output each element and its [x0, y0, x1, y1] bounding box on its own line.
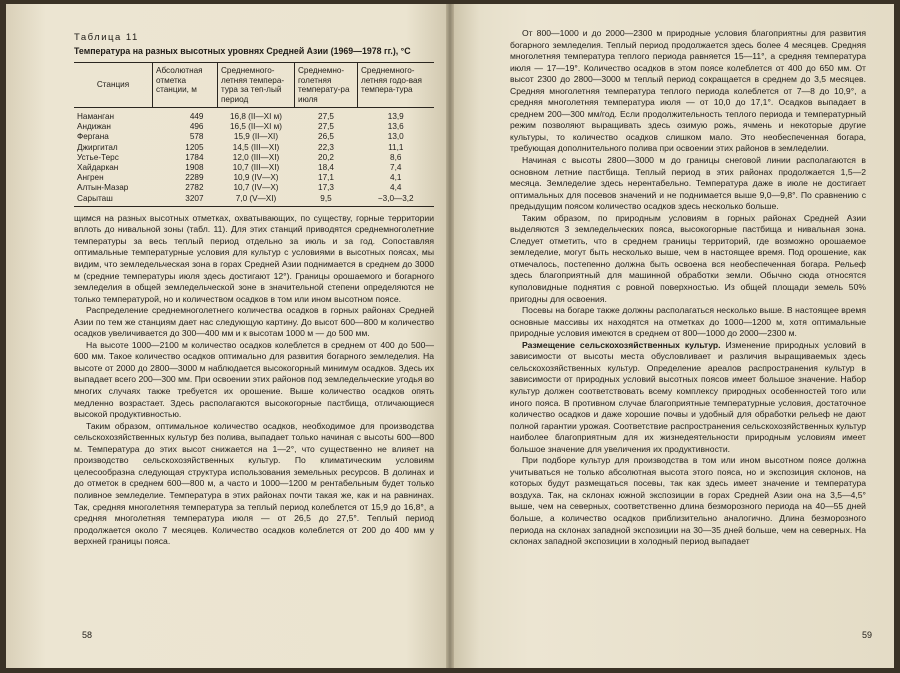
cell-july: 9,5: [295, 194, 358, 207]
temperature-table: [74, 62, 434, 207]
cell-warm-period: 12,0 (III—XI): [232, 152, 280, 162]
book-gutter: [446, 4, 454, 668]
table-row: [74, 108, 434, 123]
cell-warm-period: 16,8 (II—XI м): [229, 112, 283, 121]
section-body: Изменение природных условий в зависимости от высоты места обусловливает и различия выращиваемых здесь сельскохозяйственных культур. Определение ареалов распространения культур в зависимости от природных условий высотных поясов имеет большое значение. Набор культур должен соответствовать всему комплексу природных особенностей того или иного пояса. В противном случае благоприятные температурные условия, достаточное количество осадков и даже хорошие почвы и удобный для обработки рельеф не дают полной гарантии урожая. Соответствие распространения сельскохозяйственных культур наиболее благоприятным для их жизнедеятельности природным условиям имеет большое значение для увеличения их продуктивности.: [510, 339, 866, 454]
cell-july: 22,3: [318, 142, 334, 152]
cell-july: 26,5: [318, 132, 334, 142]
cell-warm-period: 16,5 (II—XI м): [229, 122, 283, 132]
header-annual: Среднемного-летняя годо-вая темпера-тура: [358, 63, 435, 108]
cell-annual: 4,1: [390, 173, 402, 183]
table-row: [74, 183, 434, 193]
cell-altitude: 578: [189, 132, 204, 142]
cell-warm-period: 10,9 (IV—X): [233, 173, 279, 183]
table-row: [74, 122, 434, 132]
cell-altitude: 1908: [185, 163, 204, 173]
cell-warm-period: 15,9 (II—XI): [233, 132, 279, 142]
left-page: [6, 4, 450, 668]
cell-station: Андижан: [77, 122, 111, 132]
cell-july: 20,2: [318, 152, 334, 162]
cell-annual: 4,4: [390, 183, 402, 193]
header-warm-period: Среднемного-летняя темпера-тура за теп-лый период: [218, 63, 295, 108]
paragraph: Посевы на богаре также должны располагаться несколько выше. В настоящее время основные массивы их находятся на отметках до 1000—1200 м, хотя оптимальные природные условия имеются в среднем от 800—1000 до 2000—2300 м.: [510, 305, 866, 339]
cell-july: 27,5: [318, 122, 334, 132]
cell-annual: 11,1: [388, 142, 404, 152]
page-number-left: 58: [82, 630, 93, 640]
cell-altitude: 2289: [185, 173, 204, 183]
cell-station: Джиргитал: [77, 142, 118, 152]
cell-july: 18,4: [318, 163, 334, 173]
header-station: Станция: [74, 63, 153, 108]
cell-warm-period: 7,0 (V—XI): [218, 194, 295, 207]
cell-annual: 13,6: [387, 122, 404, 132]
paragraph: Таким образом, по природным условиям в горных районах Средней Азии выделяются 3 земледельческих пояса, высокогорные пастбища и нивальная зона. Следует отметить, что в среднем границы территорий, где возможно орошаемое земледелие, могут быть несколько выше, чем в настоящее время. Под орошение, как отмечалось, постепенно должна быть освоена вся необеспеченная богара. Рельеф здесь благоприятный для машинной обработки земли. Обычно сюда относятся куполовидные поднятия с ровной поверхностью. Из общей площади земель 50% пригодны для освоения.: [510, 212, 866, 304]
cell-annual: 7,4: [390, 163, 402, 173]
cell-station: Ангрен: [77, 173, 104, 183]
cell-station: Фергана: [77, 132, 109, 142]
table-row: [74, 143, 434, 153]
book-spread: [6, 4, 894, 668]
table-row: [74, 153, 434, 163]
header-july: Среднемно-голетняя температу-ра июля: [295, 63, 358, 108]
cell-july: 17,3: [318, 183, 334, 193]
paragraph: щимся на разных высотных отметках, охватывающих, по существу, горные территории вплоть до нивальной зоны (табл. 11). Для этих станций приводятся среднемноголетние температуры за весь теплый период отдельно за июль и за год. Сопоставляя оптимальные температурные условия для культур с условиями в высотных поясах, мы видим, что земледельческая зона в горах Средней Азии поднимается в среднем до 3000 м (средние температуры июля здесь достигают 12°). Границы орошаемого и богарного земледелия в общей земледельческой зоне в значительной степени определяются не только температурой, но и количеством осадков в том или ином высотном поясе.: [74, 212, 434, 304]
paragraph: От 800—1000 и до 2000—2300 м природные условия благоприятны для развития богарного земледелия. Теплый период продолжается здесь более 4 месяцев. Средняя многолетняя температура теплого периода равняется 15—11°, а средняя температура июля — 17—19°. Количество осадков в этом поясе колеблется от 400 до 650 мм. От высот 2300 до 2800—3000 м теплый период сокращается в среднем до 3,5 месяцев. Средняя многолетняя температура теплого периода колеблется от 7—8 до 10,9°, а средняя многолетняя температура июля — от 10,0 до 17,1°. Осадков выпадает в среднем 200—300 мм/год. Если продолжительность теплого периода и температурный режим позволяют выращивать здесь озимую рожь, ячмень и некоторые другие культуры, то количество осадков слишком мало. Это необеспеченная богара, требующая дополнительного полива при освоении этих районов в земледелии.: [510, 28, 866, 154]
table-title: Температура на разных высотных уровнях Средней Азии (1969—1978 гг.), °С: [74, 46, 411, 56]
cell-station: Сарыташ: [74, 194, 153, 207]
cell-station: Наманган: [77, 112, 115, 121]
right-body-text: [510, 28, 866, 548]
cell-altitude: 2782: [185, 183, 204, 193]
cell-station: Алтын-Мазар: [77, 183, 129, 193]
table-row: [74, 173, 434, 183]
left-body-text: [74, 213, 434, 548]
table-number: Таблица 11: [74, 32, 139, 43]
table-row: [74, 132, 434, 142]
cell-july: 27,5: [318, 112, 334, 121]
cell-warm-period: 14,5 (III—XI): [232, 142, 280, 152]
paragraph: На высоте 1000—2100 м количество осадков колеблется в среднем от 400 до 500—600 мм. Такое количество осадков оптимально для развития богарного земледелия. На высоте от 2000 до 2800—3000 м наблюдается высокогорный минимум осадков. Здесь их выпадает всего 200—300 мм. При освоении этих районов под земледельческие угодья во многих случаях также требуется их орошение. Выше количество осадков опять медленно возрастает. Здесь располагаются высокогорные пастбища, отличающиеся высокой продуктивностью.: [74, 339, 435, 420]
cell-station: Устье-Терс: [77, 152, 119, 162]
table-header-row: [74, 63, 434, 108]
cell-station: Хайдаркан: [77, 163, 119, 173]
cell-altitude: 3207: [153, 194, 218, 207]
cell-altitude: 496: [189, 122, 204, 132]
paragraph: [510, 340, 866, 455]
section-heading: Размещение сельскохозяйственных культур.: [522, 339, 721, 350]
cell-annual: 13,9: [387, 112, 404, 121]
table-row: [74, 194, 434, 207]
cell-annual: −3,0—3,2: [358, 194, 435, 207]
paragraph: Начиная с высоты 2800—3000 м до границы снеговой линии располагаются в основном летние пастбища. Теплый период в этих районах продолжается 1,5—2 месяца. Земледелие здесь нерентабельно. Температура даже в июле не достигает оптимальных для посевов значений и не поднимается выше 9,0—9,8°. По сравнению с предыдущим поясом количество осадков здесь несколько больше.: [510, 155, 866, 212]
header-altitude: Абсолютная отметка станции, м: [153, 63, 218, 108]
right-page: [450, 4, 894, 668]
table-body: [74, 108, 434, 207]
cell-altitude: 449: [189, 112, 204, 121]
cell-warm-period: 10,7 (III—XI): [232, 163, 280, 173]
cell-altitude: 1784: [185, 152, 204, 162]
cell-annual: 13,0: [387, 132, 404, 142]
cell-warm-period: 10,7 (IV—X): [233, 183, 279, 193]
cell-july: 17,1: [318, 173, 334, 183]
cell-annual: 8,6: [390, 152, 402, 162]
paragraph: Таким образом, оптимальное количество осадков, необходимое для производства сельскохозяйственных культур без полива, выпадает только начиная с высоты 600—800 м. Температура до этих высот снижается на 1—2°, что существенно не влияет на производство сельскохозяйственных культур. По климатическим условиям целесообразна следующая структура использования земельных ресурсов. В долинах и до отметок в среднем 600—800 м, а часто и 1000—1200 м рентабельным будет только поливное земледелие. Температура в этих районах почти такая же, как и на равнинах. Так, средняя многолетняя температура за теплый период колеблется от 15,9 до 16,8°, а средняя многолетняя температура июля — от 26,5 до 27,5°. Теплый период продолжается около 7 месяцев. Количество осадков колеблется от 200 до 400 мм у верхней границы пояса.: [74, 420, 434, 547]
paragraph: Распределение среднемноголетнего количества осадков в горных районах Средней Азии по тем же станциям дает нас следующую картину. До высот 600—800 м количество осадков увеличивается до 300—400 мм и к высотам 1000 м — до 500 мм.: [74, 305, 434, 339]
table-row: [74, 163, 434, 173]
cell-altitude: 1205: [185, 142, 204, 152]
paragraph: При подборе культур для производства в том или ином высотном поясе должна учитываться не только абсолютная высота этого пояса, но и экспозиция склонов, на которых будут размещаться посевы, так как здесь имеет значение и температура воздуха. Так, на склонах южной экспозиции в горах Средней Азии она на 3,5—4,5° выше, чем на северных, соответственно длина безморозного периода на 40—55 дней больше, а количество осадков приблизительно аналогично. Длина безморозного периода на склонах западной экспозиции на 30—35 дней больше, чем на северных. На склонах западной экспозиции в холодный период выпадает: [510, 455, 866, 547]
page-number-right: 59: [861, 630, 872, 640]
